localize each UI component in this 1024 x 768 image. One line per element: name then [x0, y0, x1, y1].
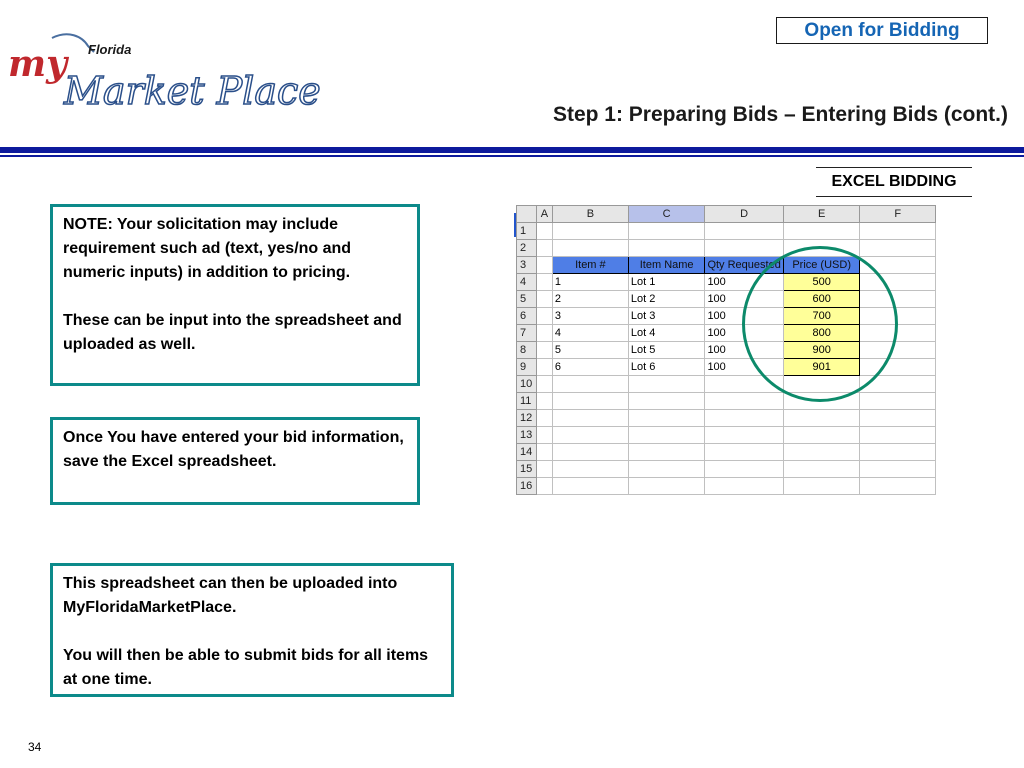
item-name-cell[interactable]: Lot 4 — [628, 325, 705, 342]
sheet-row — [517, 223, 936, 240]
sheet-cell[interactable] — [860, 410, 936, 427]
note-box-requirements — [50, 204, 420, 386]
price-input-cell[interactable]: 700 — [783, 308, 860, 325]
row-header[interactable]: 5 — [517, 291, 537, 308]
sheet-row — [517, 461, 936, 478]
sheet-row — [517, 444, 936, 461]
column-header-d[interactable]: D — [705, 206, 783, 223]
note-box-upload — [50, 563, 454, 697]
column-header-c[interactable]: C — [628, 206, 705, 223]
item-name-cell[interactable]: Lot 1 — [628, 274, 705, 291]
table-header-cell[interactable]: Item Name — [628, 257, 705, 274]
note-text: NOTE: Your solicitation may include requirement such ad (text, yes/no and numeric inputs) in addition to pricing. — [63, 216, 352, 281]
sheet-cell[interactable] — [705, 240, 783, 257]
sheet-cell[interactable] — [552, 444, 628, 461]
sheet-cell[interactable] — [705, 427, 783, 444]
row-header[interactable]: 12 — [517, 410, 537, 427]
item-number-cell[interactable]: 3 — [552, 308, 628, 325]
column-header-e[interactable]: E — [783, 206, 860, 223]
svg-text:my: my — [8, 43, 68, 85]
sheet-cell[interactable] — [628, 478, 705, 495]
sheet-cell[interactable] — [860, 478, 936, 495]
sheet-cell[interactable] — [705, 393, 783, 410]
row-header[interactable]: 9 — [517, 359, 537, 376]
sheet-cell[interactable] — [628, 393, 705, 410]
page-number: 34 — [28, 740, 42, 754]
sheet-cell[interactable] — [628, 461, 705, 478]
sheet-cell[interactable] — [536, 274, 552, 291]
sheet-cell[interactable] — [628, 427, 705, 444]
row-header[interactable]: 4 — [517, 274, 537, 291]
price-input-cell[interactable]: 600 — [783, 291, 860, 308]
sheet-cell[interactable] — [552, 461, 628, 478]
sheet-cell[interactable] — [536, 359, 552, 376]
row-header[interactable]: 13 — [517, 427, 537, 444]
item-number-cell[interactable]: 6 — [552, 359, 628, 376]
price-input-cell[interactable]: 500 — [783, 274, 860, 291]
sheet-cell[interactable] — [552, 223, 628, 240]
price-highlight-circle — [742, 246, 898, 402]
qty-cell[interactable]: 100 — [705, 359, 783, 376]
row-header[interactable]: 11 — [517, 393, 537, 410]
table-header-cell[interactable]: Price (USD) — [783, 257, 860, 274]
sheet-cell[interactable] — [705, 444, 783, 461]
sheet-cell[interactable] — [552, 478, 628, 495]
column-header-a[interactable]: A — [536, 206, 552, 223]
sheet-cell[interactable] — [705, 478, 783, 495]
sheet-cell[interactable] — [783, 461, 860, 478]
header-rule — [0, 147, 1024, 153]
row-header[interactable]: 8 — [517, 342, 537, 359]
sheet-cell[interactable] — [552, 240, 628, 257]
item-name-cell[interactable]: Lot 2 — [628, 291, 705, 308]
sheet-cell[interactable] — [860, 240, 936, 257]
item-name-cell[interactable]: Lot 3 — [628, 308, 705, 325]
sheet-row — [517, 240, 936, 257]
sheet-cell[interactable] — [628, 223, 705, 240]
row-header[interactable]: 2 — [517, 240, 537, 257]
sheet-cell[interactable] — [536, 427, 552, 444]
note-text: These can be input into the spreadsheet and uploaded as well. — [63, 312, 402, 353]
row-header[interactable]: 10 — [517, 376, 537, 393]
sheet-cell[interactable] — [628, 240, 705, 257]
svg-text:Florida: Florida — [88, 42, 132, 57]
sheet-cell[interactable] — [705, 223, 783, 240]
excel-bidding-label: EXCEL BIDDING — [816, 167, 972, 197]
sheet-cell[interactable] — [628, 410, 705, 427]
sheet-cell[interactable] — [783, 444, 860, 461]
svg-text:Market Place: Market Place — [64, 69, 321, 113]
note-text: You will then be able to submit bids for all items at one time. — [63, 647, 429, 688]
row-header[interactable]: 7 — [517, 325, 537, 342]
price-input-cell[interactable]: 900 — [783, 342, 860, 359]
sheet-cell[interactable] — [536, 410, 552, 427]
sheet-cell[interactable] — [536, 393, 552, 410]
sheet-cell[interactable] — [536, 342, 552, 359]
row-header[interactable]: 16 — [517, 478, 537, 495]
price-input-cell[interactable]: 800 — [783, 325, 860, 342]
sheet-cell[interactable] — [860, 223, 936, 240]
price-input-cell[interactable]: 901 — [783, 359, 860, 376]
header-rule-thin — [0, 155, 1024, 157]
sheet-row — [517, 427, 936, 444]
item-number-cell[interactable]: 2 — [552, 291, 628, 308]
myfloridamarketplace-logo — [4, 24, 321, 124]
sheet-cell[interactable] — [705, 410, 783, 427]
item-name-cell[interactable]: Lot 5 — [628, 342, 705, 359]
sheet-cell[interactable] — [783, 478, 860, 495]
row-header[interactable]: 3 — [517, 257, 537, 274]
sheet-cell[interactable] — [552, 376, 628, 393]
row-header[interactable]: 14 — [517, 444, 537, 461]
sheet-cell[interactable] — [783, 427, 860, 444]
qty-cell[interactable]: 100 — [705, 274, 783, 291]
item-name-cell[interactable]: Lot 6 — [628, 359, 705, 376]
row-header[interactable]: 1 — [517, 223, 537, 240]
open-for-bidding-badge: Open for Bidding — [776, 17, 988, 44]
sheet-cell[interactable] — [860, 393, 936, 410]
sheet-cell[interactable] — [536, 444, 552, 461]
note-text: This spreadsheet can then be uploaded into MyFloridaMarketPlace. — [63, 575, 398, 616]
sheet-cell[interactable] — [536, 257, 552, 274]
qty-cell[interactable]: 100 — [705, 342, 783, 359]
sheet-cell[interactable] — [552, 410, 628, 427]
sheet-cell[interactable] — [552, 393, 628, 410]
sheet-cell[interactable] — [628, 444, 705, 461]
sheet-cell[interactable] — [536, 240, 552, 257]
sheet-row — [517, 393, 936, 410]
note-box-save — [50, 417, 420, 505]
item-number-cell[interactable]: 5 — [552, 342, 628, 359]
sheet-cell[interactable] — [860, 427, 936, 444]
sheet-cell[interactable] — [783, 223, 860, 240]
sheet-cell[interactable] — [536, 376, 552, 393]
note-line: Once You have entered your bid information, — [63, 429, 404, 446]
slide-title: Step 1: Preparing Bids – Entering Bids (cont.) — [552, 103, 1008, 126]
sheet-cell[interactable] — [783, 410, 860, 427]
qty-cell[interactable]: 100 — [705, 308, 783, 325]
column-header-f[interactable]: F — [860, 206, 936, 223]
note-line: save the Excel spreadsheet. — [63, 453, 277, 470]
sheet-cell[interactable] — [705, 461, 783, 478]
sheet-cell[interactable] — [536, 308, 552, 325]
sheet-row — [517, 478, 936, 495]
sheet-cell[interactable] — [536, 325, 552, 342]
item-number-cell[interactable]: 4 — [552, 325, 628, 342]
sheet-cell[interactable] — [628, 376, 705, 393]
sheet-cell[interactable] — [552, 427, 628, 444]
sheet-cell[interactable] — [860, 444, 936, 461]
select-all-corner[interactable] — [517, 206, 537, 223]
table-header-cell[interactable]: Qty Requested — [705, 257, 783, 274]
row-header[interactable]: 15 — [517, 461, 537, 478]
qty-cell[interactable]: 100 — [705, 325, 783, 342]
sheet-row — [517, 410, 936, 427]
sheet-cell[interactable] — [536, 291, 552, 308]
sheet-cell[interactable] — [536, 478, 552, 495]
qty-cell[interactable]: 100 — [705, 291, 783, 308]
sheet-cell[interactable] — [536, 223, 552, 240]
table-header-cell[interactable]: Item # — [552, 257, 628, 274]
note-text — [63, 426, 407, 474]
sheet-cell[interactable] — [860, 461, 936, 478]
sheet-cell[interactable] — [536, 461, 552, 478]
row-header[interactable]: 6 — [517, 308, 537, 325]
column-header-b[interactable]: B — [552, 206, 628, 223]
item-number-cell[interactable]: 1 — [552, 274, 628, 291]
